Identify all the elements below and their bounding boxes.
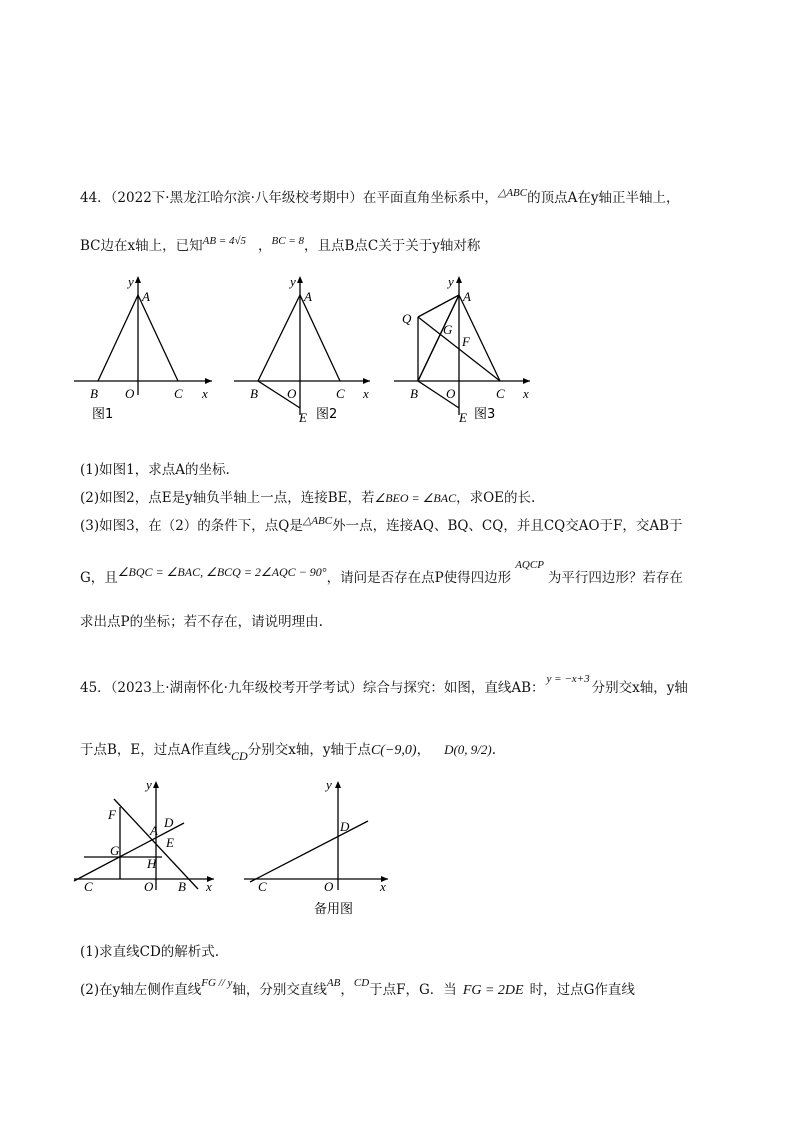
p44-text: ，求OE的长. xyxy=(456,490,536,506)
label-B: B xyxy=(178,879,186,894)
label-G: G xyxy=(443,322,453,337)
p45-text: 45．（2023上·湖南怀化·九年级校考开学考试）综合与探究：如图，直线AB： xyxy=(80,680,545,696)
label-O: O xyxy=(324,879,334,894)
label-H: H xyxy=(147,856,157,871)
label-A: A xyxy=(150,823,158,838)
p45-text: 于点F，G．当 xyxy=(369,982,457,998)
label-F: F xyxy=(108,807,116,822)
p45-text: 于点B，E，过点A作直线 xyxy=(80,742,232,758)
figure-3 xyxy=(390,270,540,430)
p45-line1 xyxy=(80,673,688,696)
label-y: y xyxy=(448,274,454,289)
p44-text: BC边在x轴上，已知 xyxy=(80,238,203,254)
label-B: B xyxy=(410,386,418,401)
p44-text: 的顶点A在y轴正半轴上， xyxy=(527,190,680,206)
label-x: x xyxy=(523,386,529,401)
label-O: O xyxy=(287,386,297,401)
math-cd: CD xyxy=(353,977,370,989)
math-point-d: D(0, 9/2) xyxy=(444,742,492,757)
label-x: x xyxy=(206,879,212,894)
label-E: E xyxy=(299,410,307,425)
p44-line1 xyxy=(80,186,680,206)
math-fg-equals: FG = 2DE xyxy=(462,983,524,998)
label-D: D xyxy=(164,815,174,830)
p45-text: . xyxy=(491,742,497,758)
math-fg-parallel: FG // y xyxy=(201,977,233,989)
p45-text: 分别交x轴，y轴于点 xyxy=(247,742,371,758)
label-E: E xyxy=(166,835,174,850)
p44-text: 为平行四边形？若存在 xyxy=(547,570,683,586)
label-C: C xyxy=(84,879,93,894)
p44-text: 外一点，连接AQ、BQ、CQ，并且CQ交AO于F，交AB于 xyxy=(332,518,683,534)
figure-3-caption: 图3 xyxy=(474,407,496,422)
p44-line2 xyxy=(80,234,480,254)
label-O: O xyxy=(125,386,135,401)
math-cd: CD xyxy=(231,749,248,763)
p45-line2 xyxy=(80,738,497,763)
math-quadrilateral: AQCP xyxy=(515,559,544,571)
label-y: y xyxy=(326,777,332,792)
figure-2-caption: 图2 xyxy=(316,407,338,422)
label-x: x xyxy=(363,386,369,401)
label-A: A xyxy=(142,289,150,304)
label-O: O xyxy=(446,386,456,401)
label-B: B xyxy=(250,386,258,401)
p45-q2 xyxy=(80,978,635,999)
label-y: y xyxy=(146,777,152,792)
label-E: E xyxy=(459,410,467,425)
label-y: y xyxy=(290,274,296,289)
label-A: A xyxy=(463,289,471,304)
label-C: C xyxy=(174,386,183,401)
p44-q1: (1)如图1，求点A的坐标. xyxy=(80,462,230,478)
label-G: G xyxy=(110,843,120,858)
label-C: C xyxy=(336,386,345,401)
math-point-c: C(−9,0) xyxy=(370,743,417,758)
p44-text: (3)如图3，在（2）的条件下，点Q是 xyxy=(80,518,303,534)
p44-text: G，且 xyxy=(80,570,118,586)
label-A: A xyxy=(304,289,312,304)
figure-1 xyxy=(70,270,220,430)
label-y: y xyxy=(128,274,134,289)
math-ab: AB xyxy=(326,977,341,989)
p45-text: ， xyxy=(416,742,431,758)
label-C: C xyxy=(258,879,267,894)
figure-2 xyxy=(230,270,380,430)
p44-text: 44．（2022下·黑龙江哈尔滨·八年级校考期中）在平面直角坐标系中， xyxy=(80,190,498,206)
label-F: F xyxy=(462,334,470,349)
p45-text: 轴，分别交直线 xyxy=(232,982,327,998)
p44-text: ，请问是否存在点P使得四边形 xyxy=(326,570,512,586)
figure-45-main xyxy=(70,775,230,895)
p45-text: ， xyxy=(340,982,354,998)
label-Q: Q xyxy=(402,311,412,326)
math-line-ab: y = −x+3 xyxy=(546,673,590,685)
p44-text: ，且点B点C关于关于y轴对称 xyxy=(304,238,481,254)
label-B: B xyxy=(90,386,98,401)
p44-q3-line2 xyxy=(80,559,683,586)
label-D: D xyxy=(340,819,350,834)
math-angle-equality: ∠BEO = ∠BAC xyxy=(374,491,457,505)
math-triangle-abc: △ABC xyxy=(302,515,333,527)
spare-caption: 备用图 xyxy=(314,902,354,917)
p45-text: (2)在y轴左侧作直线 xyxy=(80,982,202,998)
math-bc-value: BC = 8 xyxy=(271,235,305,247)
p45-text: 时，过点G作直线 xyxy=(529,982,635,998)
label-x: x xyxy=(202,386,208,401)
figure-1-caption: 图1 xyxy=(92,407,114,422)
label-x: x xyxy=(380,879,386,894)
math-angle-conditions: ∠BQC = ∠BAC, ∠BCQ = 2∠AQC − 90° xyxy=(117,565,327,579)
p45-text: 分别交x轴，y轴 xyxy=(591,680,688,696)
p44-text: (2)如图2，点E是y轴负半轴上一点，连接BE，若 xyxy=(80,490,375,506)
label-C: C xyxy=(496,386,505,401)
p44-text: ， xyxy=(258,238,272,254)
figure-45-spare xyxy=(240,775,400,920)
p44-q2 xyxy=(80,486,535,506)
p44-q3-line3: 求出点P的坐标；若不存在，请说明理由. xyxy=(80,614,323,630)
p44-q3-line1 xyxy=(80,514,683,534)
math-ab-value: AB = 4√5 xyxy=(202,235,247,247)
label-O: O xyxy=(144,879,154,894)
p45-q1: (1)求直线CD的解析式. xyxy=(80,944,220,960)
math-triangle-abc: △ABC xyxy=(497,187,528,199)
